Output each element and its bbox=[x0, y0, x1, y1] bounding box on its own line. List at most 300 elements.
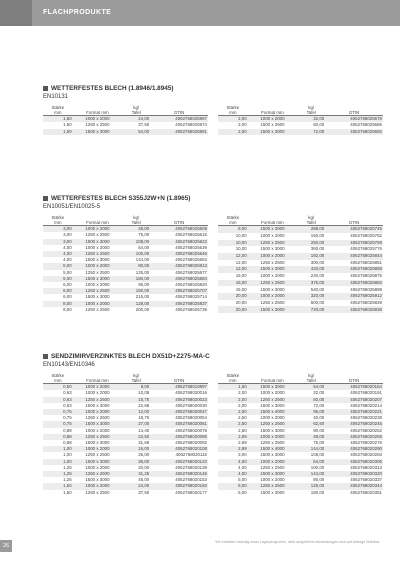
cell-gtin: 4062768025769 bbox=[325, 240, 383, 247]
column-header-kg: kg/ Tafel bbox=[122, 372, 150, 384]
cell-gtin: 4062768020290 bbox=[325, 446, 383, 452]
cell-gtin: 4062768025899 bbox=[350, 286, 382, 292]
cell-format: 1500 x 3000 bbox=[85, 257, 110, 263]
cell-staerke: 1,00 bbox=[63, 452, 72, 458]
cell-kg: 37,50 bbox=[138, 122, 150, 128]
cell-gtin: 4062768020085 bbox=[150, 434, 208, 440]
cell-format: 1500 x 3000 bbox=[260, 402, 285, 408]
cell-staerke: 2,50 bbox=[238, 415, 247, 421]
cell-kg: 12,00 bbox=[122, 409, 150, 415]
column-header-staerke: Stärke mm bbox=[218, 104, 248, 116]
cell-gtin: 4062768020122 bbox=[150, 459, 208, 465]
cell-staerke: 1,25 bbox=[63, 464, 72, 470]
cell-format: 1500 x 3000 bbox=[248, 266, 298, 273]
column-header-format: Format mm bbox=[248, 372, 298, 384]
cell-format: 1000 x 2000 bbox=[260, 415, 285, 421]
column-header-format: Format mm bbox=[248, 104, 298, 116]
cell-kg: 720,00 bbox=[297, 306, 325, 313]
cell-format: 1000 x 2000 bbox=[73, 226, 123, 233]
cell-kg: 50,00 bbox=[313, 122, 325, 128]
cell-staerke: 2,00 bbox=[238, 402, 247, 408]
table-row bbox=[43, 116, 208, 123]
cell-staerke: 1,50 bbox=[43, 129, 73, 135]
cell-staerke: 6,00 bbox=[63, 294, 72, 300]
cell-kg: 22,50 bbox=[122, 434, 150, 440]
cell-format: 1250 x 2500 bbox=[85, 306, 110, 312]
cell-format: 1000 x 2000 bbox=[73, 301, 123, 307]
cell-staerke: 1,25 bbox=[43, 471, 73, 477]
cell-gtin: 4062768020320 bbox=[325, 471, 383, 477]
cell-kg: 64,00 bbox=[297, 459, 325, 465]
table-row bbox=[218, 490, 383, 496]
cell-format: 1250 x 2500 bbox=[248, 397, 298, 403]
cell-format: 1000 x 2000 bbox=[260, 390, 285, 396]
cell-staerke: 0,88 bbox=[43, 434, 73, 440]
cell-format: 1500 x 3000 bbox=[85, 477, 110, 483]
cell-gtin: 4062768025752 bbox=[350, 233, 382, 239]
column-header-kg: kg/ Tafel bbox=[297, 372, 325, 384]
cell-kg: 25,00 bbox=[138, 452, 150, 458]
cell-kg: 32,00 bbox=[313, 390, 325, 396]
table-row bbox=[218, 116, 383, 123]
cell-staerke: 20,00 bbox=[218, 306, 248, 313]
column-header-staerke: Stärke mm bbox=[218, 214, 248, 226]
cell-kg: 16,00 bbox=[122, 446, 150, 452]
cell-format: 1250 x 2500 bbox=[85, 122, 110, 128]
cell-format: 1000 x 2000 bbox=[73, 263, 123, 269]
cell-gtin: 4062768025974 bbox=[175, 122, 207, 128]
table-row bbox=[218, 260, 383, 267]
cell-gtin: 4062768020276 bbox=[350, 440, 382, 446]
cell-staerke: 0,88 bbox=[63, 440, 72, 446]
table-row bbox=[43, 226, 208, 233]
cell-format: 1000 x 2000 bbox=[260, 477, 285, 483]
cell-format: 1250 x 2500 bbox=[85, 269, 110, 275]
cell-gtin: 4062768020146 bbox=[150, 471, 208, 477]
cell-format: 1500 x 3000 bbox=[248, 306, 298, 313]
cell-staerke: 4,00 bbox=[43, 251, 73, 257]
section-wetterfestes-blech-s355 bbox=[43, 195, 383, 313]
cell-staerke: 0,63 bbox=[63, 390, 72, 396]
cell-format: 1500 x 3000 bbox=[85, 440, 110, 446]
cell-format: 1500 x 3000 bbox=[260, 286, 285, 292]
cell-kg: 15,75 bbox=[122, 397, 150, 403]
cell-kg: 125,00 bbox=[135, 269, 150, 275]
cell-gtin: 4062768020184 bbox=[325, 384, 383, 391]
cell-kg: 80,00 bbox=[122, 263, 150, 269]
cell-format: 1000 x 2000 bbox=[248, 293, 298, 300]
section-tables bbox=[43, 104, 383, 135]
cell-format: 1250 x 2500 bbox=[73, 471, 123, 477]
product-table-left bbox=[43, 214, 208, 313]
cell-staerke: 5,00 bbox=[43, 263, 73, 269]
cell-kg: 144,00 bbox=[135, 257, 150, 263]
cell-staerke: 1,00 bbox=[43, 459, 73, 465]
header-bar bbox=[0, 0, 400, 26]
table-row bbox=[218, 273, 383, 280]
cell-staerke: 5,00 bbox=[218, 483, 248, 489]
cell-format: 1250 x 2500 bbox=[260, 440, 285, 446]
cell-staerke: 3,00 bbox=[43, 239, 73, 245]
cell-gtin: 4062768019997 bbox=[150, 384, 208, 391]
cell-kg: 108,00 bbox=[122, 239, 150, 245]
column-header-gtin: GTIN bbox=[325, 372, 383, 384]
cell-staerke: 2,00 bbox=[218, 397, 248, 403]
column-header-staerke: Stärke mm bbox=[43, 372, 73, 384]
cell-format: 1500 x 3000 bbox=[85, 294, 110, 300]
cell-gtin: 4062768025745 bbox=[325, 226, 383, 233]
cell-staerke: 2,99 bbox=[238, 440, 247, 446]
column-header-gtin: GTIN bbox=[150, 372, 208, 384]
cell-kg: 216,00 bbox=[135, 294, 150, 300]
cell-kg: 36,00 bbox=[122, 459, 150, 465]
cell-staerke: 15,00 bbox=[235, 286, 247, 292]
cell-kg: 32,00 bbox=[297, 116, 325, 123]
cell-gtin: 4062768020061 bbox=[150, 421, 208, 427]
column-header-gtin: GTIN bbox=[325, 214, 383, 226]
cell-staerke: 10,00 bbox=[235, 246, 247, 252]
bullet-square-icon bbox=[43, 86, 48, 91]
section-norm: EN10051/EN10025-5 bbox=[43, 204, 101, 210]
section-tables bbox=[43, 214, 383, 313]
cell-format: 1250 x 2500 bbox=[248, 421, 298, 427]
cell-kg: 128,00 bbox=[122, 301, 150, 307]
cell-staerke: 2,50 bbox=[238, 427, 247, 433]
cell-kg: 45,00 bbox=[138, 477, 150, 483]
column-header-staerke: Stärke mm bbox=[43, 104, 73, 116]
cell-format: 1250 x 2500 bbox=[85, 452, 110, 458]
cell-gtin: 4062768025615 bbox=[175, 232, 207, 238]
cell-gtin: 4062768025851 bbox=[350, 259, 382, 265]
cell-kg: 50,00 bbox=[297, 397, 325, 403]
cell-gtin: 4062768025929 bbox=[350, 299, 382, 305]
cell-kg: 320,00 bbox=[297, 293, 325, 300]
column-header-kg: kg/ Tafel bbox=[297, 104, 325, 116]
column-header-staerke: Stärke mm bbox=[218, 372, 248, 384]
cell-kg: 80,00 bbox=[313, 477, 325, 483]
table-row bbox=[218, 286, 383, 293]
column-header-kg: kg/ Tafel bbox=[122, 104, 150, 116]
table-row bbox=[43, 307, 208, 313]
cell-staerke: 1,50 bbox=[63, 122, 72, 128]
section-norm: EN10131 bbox=[43, 94, 69, 100]
cell-staerke: 2,00 bbox=[238, 122, 247, 128]
cell-kg: 24,00 bbox=[122, 116, 150, 123]
cell-format: 1250 x 2500 bbox=[85, 415, 110, 421]
cell-format: 1500 x 3000 bbox=[73, 129, 123, 135]
cell-format: 1500 x 3000 bbox=[85, 402, 110, 408]
cell-gtin: 4062768020245 bbox=[325, 421, 383, 427]
cell-format: 1250 x 2500 bbox=[73, 434, 123, 440]
cell-kg: 10,08 bbox=[138, 390, 150, 396]
cell-kg: 64,00 bbox=[138, 244, 150, 250]
product-table-right bbox=[218, 372, 383, 496]
cell-gtin: 4062768025677 bbox=[175, 269, 207, 275]
cell-gtin: 4062768025707 bbox=[150, 288, 208, 294]
cell-staerke: 2,50 bbox=[218, 421, 248, 427]
cell-staerke: 20,00 bbox=[218, 293, 248, 300]
cell-staerke: 8,00 bbox=[43, 301, 73, 307]
section-title bbox=[43, 195, 383, 202]
cell-format: 1250 x 2500 bbox=[260, 259, 285, 265]
cell-gtin: 4062768020016 bbox=[175, 390, 207, 396]
cell-staerke: 10,00 bbox=[235, 233, 247, 239]
cell-kg: 90,00 bbox=[313, 427, 325, 433]
cell-gtin: 4062768020306 bbox=[325, 459, 383, 465]
cell-staerke: 6,00 bbox=[43, 288, 73, 294]
cell-format: 1000 x 2000 bbox=[85, 390, 110, 396]
cell-kg: 500,00 bbox=[310, 299, 325, 305]
column-header-gtin: GTIN bbox=[150, 214, 208, 226]
cell-format: 1250 x 2500 bbox=[85, 489, 110, 495]
cell-format: 1000 x 2000 bbox=[73, 446, 123, 452]
cell-staerke: 5,00 bbox=[238, 489, 247, 495]
cell-staerke: 0,63 bbox=[43, 397, 73, 403]
cell-kg: 75,00 bbox=[313, 440, 325, 446]
cell-kg: 48,00 bbox=[297, 434, 325, 440]
section-title-text: WETTERFESTES BLECH (1.8946/1.8945) bbox=[51, 85, 174, 92]
cell-kg: 96,00 bbox=[138, 282, 150, 288]
column-header-format: Format mm bbox=[73, 104, 123, 116]
bullet-square-icon bbox=[43, 354, 48, 359]
cell-format: 1500 x 3000 bbox=[248, 471, 298, 477]
cell-format: 1500 x 3000 bbox=[260, 452, 285, 458]
cell-kg: 160,00 bbox=[310, 233, 325, 239]
cell-staerke: 8,00 bbox=[63, 306, 72, 312]
cell-gtin: 4062768025608 bbox=[150, 226, 208, 233]
cell-gtin: 4062768020160 bbox=[150, 483, 208, 489]
cell-kg: 27,00 bbox=[122, 421, 150, 427]
cell-staerke: 3,00 bbox=[43, 226, 73, 233]
cell-gtin: 4062768020351 bbox=[350, 489, 382, 495]
section-title bbox=[43, 353, 383, 360]
cell-staerke: 12,00 bbox=[235, 259, 247, 265]
column-header-staerke: Stärke mm bbox=[43, 214, 73, 226]
cell-staerke: 15,00 bbox=[235, 273, 247, 279]
cell-staerke: 15,00 bbox=[218, 280, 248, 287]
cell-staerke: 0,88 bbox=[63, 427, 72, 433]
cell-gtin: 4062768020283 bbox=[350, 452, 382, 458]
table-row bbox=[218, 253, 383, 260]
table-row bbox=[218, 233, 383, 240]
cell-kg: 100,00 bbox=[122, 251, 150, 257]
cell-kg: 192,00 bbox=[297, 253, 325, 260]
page-number: 26 bbox=[0, 540, 12, 552]
footer-note: Wir erweitern ständig unser Lagerprogramm, nicht aufgeführte Abmessungen sind auf Anfrage lieferbar. bbox=[215, 540, 380, 544]
table-row bbox=[218, 306, 383, 313]
cell-gtin: 4062768025875 bbox=[350, 273, 382, 279]
cell-kg: 40,00 bbox=[313, 415, 325, 421]
cell-format: 1000 x 2000 bbox=[73, 384, 123, 391]
cell-format: 1000 x 2000 bbox=[73, 116, 123, 123]
cell-kg: 22,68 bbox=[138, 402, 150, 408]
column-header-format: Format mm bbox=[73, 372, 123, 384]
section-wetterfestes-blech bbox=[43, 85, 383, 135]
cell-format: 1000 x 2000 bbox=[85, 464, 110, 470]
cell-gtin: 4062768025868 bbox=[325, 266, 383, 273]
cell-gtin: 4062768020030 bbox=[175, 402, 207, 408]
cell-gtin: 4062768025820 bbox=[175, 282, 207, 288]
cell-kg: 240,00 bbox=[310, 273, 325, 279]
section-sendzimirverzinktes-blech bbox=[43, 353, 383, 496]
cell-format: 1000 x 2000 bbox=[73, 409, 123, 415]
section-tables bbox=[43, 372, 383, 496]
cell-gtin: 4062768020238 bbox=[350, 415, 382, 421]
cell-gtin: 4062768020153 bbox=[175, 477, 207, 483]
cell-gtin: 4062768025936 bbox=[325, 306, 383, 313]
cell-gtin: 4062768020214 bbox=[350, 402, 382, 408]
cell-format: 1500 x 4000 bbox=[248, 446, 298, 452]
product-table-right bbox=[218, 104, 383, 135]
cell-staerke: 0,75 bbox=[63, 415, 72, 421]
cell-staerke: 1,25 bbox=[63, 477, 72, 483]
table-row bbox=[43, 129, 208, 135]
cell-format: 1500 x 3000 bbox=[260, 427, 285, 433]
cell-gtin: 4062768025837 bbox=[150, 301, 208, 307]
cell-gtin: 4062768020108 bbox=[150, 446, 208, 452]
cell-kg: 20,00 bbox=[138, 464, 150, 470]
cell-gtin: 4062768020344 bbox=[325, 483, 383, 489]
cell-kg: 18,75 bbox=[138, 415, 150, 421]
cell-format: 1250 x 2500 bbox=[248, 483, 298, 489]
cell-kg: 54,00 bbox=[297, 384, 325, 391]
cell-staerke: 4,00 bbox=[238, 464, 247, 470]
cell-kg: 96,00 bbox=[297, 409, 325, 415]
cell-format: 1000 x 2000 bbox=[248, 253, 298, 260]
page-title: FLACHPRODUKTE bbox=[43, 9, 112, 16]
cell-kg: 375,00 bbox=[297, 280, 325, 287]
cell-format: 1500 x 3000 bbox=[73, 276, 123, 282]
cell-gtin: 4062768025622 bbox=[150, 239, 208, 245]
cell-gtin: 4062768020313 bbox=[350, 464, 382, 470]
cell-kg: 125,00 bbox=[297, 483, 325, 489]
cell-gtin: 4062768020047 bbox=[150, 409, 208, 415]
cell-format: 1000 x 2000 bbox=[260, 233, 285, 239]
cell-format: 1500 x 3000 bbox=[260, 246, 285, 252]
cell-format: 1500 x 2500 bbox=[260, 122, 285, 128]
cell-format: 1500 x 3000 bbox=[248, 129, 298, 135]
column-header-kg: kg/ Tafel bbox=[122, 214, 150, 226]
table-row bbox=[43, 384, 208, 391]
cell-gtin: 4062768025813 bbox=[150, 263, 208, 269]
column-header-gtin: GTIN bbox=[325, 104, 383, 116]
cell-gtin: 4062768025738 bbox=[175, 306, 207, 312]
cell-gtin: 4062768020337 bbox=[350, 477, 382, 483]
cell-gtin: 4062768020078 bbox=[175, 427, 207, 433]
cell-format: 1250 x 2500 bbox=[73, 397, 123, 403]
product-table-left bbox=[43, 104, 208, 135]
cell-staerke: 4,00 bbox=[63, 257, 72, 263]
cell-staerke: 1,00 bbox=[43, 446, 73, 452]
column-header-kg: kg/ Tafel bbox=[297, 214, 325, 226]
cell-gtin: 4062768020177 bbox=[175, 489, 207, 495]
cell-staerke: 0,63 bbox=[63, 402, 72, 408]
cell-kg: 180,00 bbox=[122, 276, 150, 282]
header-accent bbox=[0, 0, 32, 26]
cell-format: 1000 x 2000 bbox=[85, 427, 110, 433]
cell-format: 1000 x 2000 bbox=[248, 116, 298, 123]
cell-format: 1500 x 3000 bbox=[73, 239, 123, 245]
cell-staerke: 4,00 bbox=[218, 459, 248, 465]
cell-kg: 288,00 bbox=[297, 226, 325, 233]
section-norm: EN10143/EN10346 bbox=[43, 362, 95, 368]
cell-kg: 48,00 bbox=[122, 226, 150, 233]
bullet-square-icon bbox=[43, 196, 48, 201]
table-row bbox=[218, 226, 383, 233]
cell-kg: 31,68 bbox=[138, 440, 150, 446]
cell-kg: 432,00 bbox=[297, 266, 325, 273]
cell-gtin: 4062768025844 bbox=[325, 253, 383, 260]
cell-format: 1500 x 3000 bbox=[248, 384, 298, 391]
cell-kg: 54,00 bbox=[122, 129, 150, 135]
cell-kg: 200,00 bbox=[135, 306, 150, 312]
cell-gtin: 4062768025776 bbox=[350, 246, 382, 252]
table-row bbox=[218, 384, 383, 391]
cell-gtin: 4062768020191 bbox=[350, 390, 382, 396]
section-title-text: WETTERFESTES BLECH S355J2W+N (1.8965) bbox=[51, 195, 191, 202]
cell-format: 1250 x 2500 bbox=[248, 280, 298, 287]
cell-format: 1000 x 2000 bbox=[73, 483, 123, 489]
table-row bbox=[43, 490, 208, 496]
cell-kg: 108,00 bbox=[310, 452, 325, 458]
cell-kg: 150,00 bbox=[122, 288, 150, 294]
column-header-format: Format mm bbox=[248, 214, 298, 226]
cell-kg: 100,00 bbox=[310, 464, 325, 470]
cell-format: 1000 x 2000 bbox=[248, 434, 298, 440]
cell-gtin: 4062768025585 bbox=[350, 122, 382, 128]
cell-staerke: 1,50 bbox=[63, 489, 72, 495]
cell-gtin: 4062768025639 bbox=[175, 244, 207, 250]
cell-staerke: 0,75 bbox=[43, 409, 73, 415]
cell-format: 1250 x 2500 bbox=[260, 299, 285, 305]
cell-format: 1000 x 2000 bbox=[260, 273, 285, 279]
cell-staerke: 1,50 bbox=[43, 116, 73, 123]
cell-kg: 72,00 bbox=[313, 402, 325, 408]
cell-gtin: 4062768025912 bbox=[325, 293, 383, 300]
cell-format: 1500 x 3000 bbox=[260, 489, 285, 495]
cell-format: 1000 x 2000 bbox=[85, 282, 110, 288]
cell-staerke: 20,00 bbox=[235, 299, 247, 305]
cell-gtin: 4062768025653 bbox=[175, 257, 207, 263]
cell-format: 1250 x 2500 bbox=[260, 464, 285, 470]
cell-kg: 24,00 bbox=[122, 483, 150, 489]
cell-gtin: 4062768025981 bbox=[150, 129, 208, 135]
table-row bbox=[218, 280, 383, 287]
cell-gtin: 4062768020221 bbox=[325, 409, 383, 415]
cell-staerke: 12,00 bbox=[218, 266, 248, 273]
cell-kg: 72,00 bbox=[297, 129, 325, 135]
cell-staerke: 2,00 bbox=[218, 116, 248, 123]
cell-format: 1250 x 2500 bbox=[73, 251, 123, 257]
cell-gtin: 4062768020023 bbox=[150, 397, 208, 403]
cell-kg: 360,00 bbox=[310, 246, 325, 252]
cell-staerke: 3,00 bbox=[238, 452, 247, 458]
product-table-left bbox=[43, 372, 208, 496]
cell-staerke: 5,00 bbox=[238, 477, 247, 483]
cell-staerke: 1,50 bbox=[43, 483, 73, 489]
cell-kg: 75,00 bbox=[138, 232, 150, 238]
cell-staerke: 1,50 bbox=[218, 384, 248, 391]
cell-staerke: 10,00 bbox=[218, 240, 248, 247]
cell-staerke: 8,00 bbox=[218, 226, 248, 233]
cell-gtin: 4062768025646 bbox=[150, 251, 208, 257]
cell-kg: 540,00 bbox=[310, 286, 325, 292]
cell-format: 1500 x 4000 bbox=[248, 409, 298, 415]
section-title-text: SENDZIMIRVERZINKTES BLECH DX51D+Z275-MA-C bbox=[51, 353, 210, 360]
table-row bbox=[218, 240, 383, 247]
cell-gtin: 4062768020207 bbox=[325, 397, 383, 403]
cell-format: 1250 x 2500 bbox=[85, 232, 110, 238]
